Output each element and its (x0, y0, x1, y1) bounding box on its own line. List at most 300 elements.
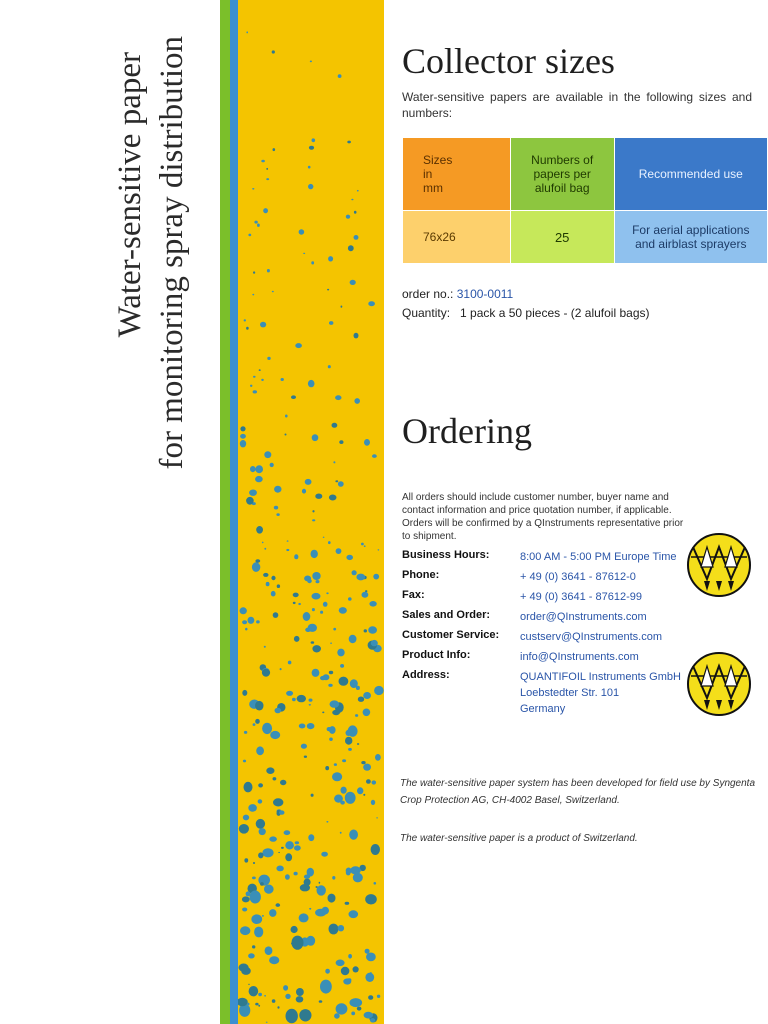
droplet (300, 884, 310, 891)
droplet (304, 875, 310, 879)
droplet (302, 489, 306, 494)
droplet (240, 440, 246, 447)
droplet (262, 669, 270, 677)
droplet (342, 759, 346, 762)
droplet (265, 946, 273, 955)
droplet (328, 365, 331, 368)
droplet (356, 686, 360, 690)
droplet (272, 50, 275, 53)
contact-value[interactable]: + 49 (0) 3641 - 87612-0 (520, 571, 636, 583)
side-title (110, 30, 230, 630)
droplet (244, 731, 247, 734)
droplet (357, 743, 359, 745)
droplet (358, 697, 364, 702)
developer-note: The water-sensitive paper system has been developed for field use by Syngenta Crop Protection AG, CH-4002 Basel, Switzerland. (400, 778, 756, 806)
droplet (361, 761, 365, 764)
droplet (259, 828, 266, 835)
collector-heading: Collector sizes (402, 41, 615, 81)
droplet (239, 824, 249, 834)
droplet (353, 873, 363, 883)
droplet (348, 954, 352, 959)
droplet (356, 574, 365, 581)
header-numbers (510, 138, 614, 211)
droplet (348, 245, 354, 251)
nozzle-logo-icon (687, 652, 751, 716)
droplet (371, 800, 375, 805)
droplet (307, 723, 315, 729)
droplet (260, 882, 264, 886)
droplet (348, 597, 352, 601)
droplet (333, 461, 335, 463)
droplet (274, 486, 281, 493)
cell-count: 25 (510, 211, 614, 264)
droplet (240, 434, 246, 439)
cell-use-line: For aerial applications (632, 223, 750, 237)
droplet (326, 592, 328, 594)
droplet (264, 885, 274, 894)
droplet (378, 549, 380, 550)
droplet (252, 562, 260, 572)
droplet (312, 519, 315, 521)
droplet (366, 779, 371, 784)
droplet (294, 554, 298, 559)
droplet (244, 319, 246, 321)
droplet (349, 635, 357, 643)
droplet (293, 602, 296, 604)
droplet (312, 608, 315, 611)
droplet (248, 234, 251, 237)
droplet (319, 1000, 323, 1003)
contact-email-link[interactable]: custserv@QInstruments.com (520, 631, 662, 643)
droplet (250, 466, 256, 472)
droplet (329, 738, 333, 741)
droplet (276, 903, 281, 907)
droplet (371, 640, 378, 646)
droplet (245, 628, 247, 631)
droplet (294, 845, 301, 850)
droplet (349, 830, 358, 840)
droplet (339, 440, 343, 444)
droplet (308, 166, 311, 169)
droplet (285, 841, 294, 849)
droplet (243, 760, 246, 763)
droplet (264, 451, 271, 458)
droplet (256, 526, 263, 534)
droplet (323, 602, 328, 607)
droplet (340, 832, 342, 834)
contact-label: Product Info: (402, 649, 471, 661)
droplet (328, 684, 332, 687)
droplet (248, 617, 255, 624)
droplet (248, 984, 250, 985)
droplet (258, 783, 263, 787)
droplet (299, 724, 306, 729)
droplet (346, 555, 353, 560)
droplet (286, 549, 289, 551)
droplet (362, 592, 369, 598)
contact-label: Business Hours: (402, 549, 490, 561)
droplet (280, 668, 282, 670)
droplet (294, 872, 298, 876)
droplet (372, 454, 377, 458)
droplet (328, 541, 331, 544)
droplet (264, 548, 266, 550)
droplet (240, 607, 247, 614)
droplet (311, 641, 315, 644)
address-label: Address: (402, 669, 450, 681)
contact-email-link[interactable]: order@QInstruments.com (520, 611, 647, 623)
cell-use (614, 211, 767, 264)
droplet (343, 978, 351, 984)
droplet (312, 645, 321, 652)
droplet (262, 542, 264, 544)
droplet (368, 301, 375, 306)
header-sizes-line: in (423, 167, 433, 181)
droplet (259, 369, 261, 371)
address-line: QUANTIFOIL Instruments GmbH (520, 671, 681, 683)
droplet (354, 211, 357, 214)
droplet (244, 858, 248, 862)
droplet (247, 1003, 249, 1006)
droplet (299, 1009, 311, 1021)
droplet (248, 953, 255, 958)
droplet (298, 603, 301, 605)
order-number: 3100-0011 (456, 287, 514, 301)
droplet (374, 686, 384, 695)
droplet (348, 725, 358, 736)
droplet (350, 280, 356, 285)
droplet (287, 540, 289, 541)
droplet (299, 913, 309, 922)
droplet (328, 894, 336, 903)
droplet (279, 810, 284, 814)
origin-note: The water-sensitive paper is a product of Switzerland. (400, 833, 638, 844)
droplet (253, 390, 257, 393)
droplet (253, 723, 256, 726)
side-title-line-1: Water-sensitive paper (112, 52, 148, 338)
droplet (295, 343, 302, 348)
droplet (246, 31, 248, 33)
droplet (353, 966, 359, 972)
droplet (323, 537, 325, 538)
droplet (335, 480, 338, 482)
droplet (377, 995, 380, 998)
droplet (243, 815, 249, 821)
droplet (352, 570, 357, 575)
droplet (354, 398, 360, 404)
table-header-row (403, 138, 768, 211)
droplet (267, 269, 270, 272)
droplet (269, 956, 279, 964)
droplet (255, 719, 260, 724)
droplet (291, 395, 296, 399)
droplet (277, 1006, 279, 1008)
droplet (288, 661, 292, 665)
ordering-heading: Ordering (402, 411, 532, 451)
droplet (242, 908, 247, 912)
droplet (336, 960, 345, 967)
droplet (258, 1005, 260, 1007)
droplet (250, 891, 261, 904)
droplet (286, 691, 293, 696)
droplet (258, 799, 263, 803)
droplet (256, 819, 265, 829)
droplet (335, 395, 341, 400)
droplet (244, 782, 253, 793)
droplet (312, 434, 319, 441)
droplet (253, 271, 255, 273)
droplet (273, 148, 276, 151)
droplet (319, 882, 321, 884)
droplet (242, 690, 247, 696)
droplet (338, 481, 344, 487)
droplet (325, 969, 330, 974)
droplet (308, 380, 315, 387)
droplet (253, 376, 256, 378)
droplet (336, 1003, 348, 1014)
droplet (308, 624, 317, 632)
droplet (374, 882, 377, 885)
contact-email-link[interactable]: info@QInstruments.com (520, 651, 639, 663)
droplet (263, 208, 268, 213)
droplet (322, 907, 329, 915)
droplet (242, 896, 250, 902)
droplet (262, 915, 264, 917)
droplet (285, 415, 288, 418)
droplet (269, 909, 276, 917)
droplet (311, 794, 314, 797)
droplet (329, 924, 339, 935)
droplet (341, 787, 347, 794)
droplet (264, 646, 266, 648)
droplet (246, 497, 254, 505)
droplet (281, 847, 284, 849)
droplet (326, 821, 328, 823)
droplet (363, 794, 365, 796)
droplet (255, 476, 263, 482)
droplet (254, 927, 263, 938)
header-numbers-line: alufoil bag (534, 181, 590, 195)
droplet (351, 1012, 355, 1016)
contact-value[interactable]: + 49 (0) 3641 - 87612-99 (520, 591, 643, 603)
droplet (338, 74, 342, 78)
droplet (285, 853, 292, 861)
droplet (310, 61, 312, 63)
droplet (364, 1012, 373, 1019)
droplet (371, 844, 380, 855)
collector-intro: Water-sensitive papers are available in the following sizes and numbers: (402, 90, 752, 120)
address-value (520, 669, 680, 717)
header-sizes (403, 138, 511, 211)
droplet (261, 379, 264, 381)
droplet (251, 914, 262, 924)
droplet (338, 925, 344, 931)
droplet (258, 993, 262, 996)
droplet (258, 852, 263, 858)
droplet (333, 628, 336, 631)
droplet (284, 830, 291, 835)
droplet (276, 513, 279, 516)
droplet (341, 967, 350, 975)
droplet (332, 772, 342, 781)
droplet (364, 545, 366, 547)
droplet (354, 235, 359, 240)
droplet (321, 852, 328, 857)
droplet (296, 988, 304, 996)
address-line: Germany (520, 703, 566, 715)
droplet (309, 908, 311, 910)
droplet (305, 479, 312, 485)
droplet (292, 698, 296, 701)
droplet (271, 576, 275, 580)
droplet (272, 291, 274, 293)
droplet (271, 591, 276, 597)
droplet (317, 885, 326, 895)
droplet (322, 712, 324, 714)
header-numbers-line: papers per (533, 167, 591, 181)
droplet (308, 184, 313, 189)
droplet (332, 876, 335, 880)
droplet (346, 870, 351, 875)
droplet (311, 261, 314, 264)
droplet (252, 945, 255, 948)
droplet (309, 704, 311, 706)
header-numbers-line: Numbers of (531, 153, 594, 167)
droplet (341, 306, 343, 308)
droplet (312, 138, 316, 142)
droplet (239, 964, 249, 972)
nozzle-logo-icon (687, 533, 751, 597)
blue-stripe (230, 0, 238, 1024)
droplet (364, 629, 367, 632)
droplet (259, 466, 261, 468)
contact-label: Sales and Order: (402, 609, 491, 621)
droplet (312, 669, 320, 677)
droplet (340, 801, 345, 805)
droplet (320, 676, 326, 680)
droplet (312, 510, 314, 512)
cell-size: 76x26 (403, 211, 511, 264)
droplet (269, 836, 277, 841)
droplet (364, 439, 370, 446)
droplet (309, 146, 314, 150)
droplet (255, 701, 263, 711)
droplet (346, 215, 350, 219)
droplet (253, 862, 255, 864)
green-stripe (220, 0, 230, 1024)
droplet (264, 995, 266, 997)
droplet (277, 584, 280, 588)
droplet (249, 986, 259, 996)
droplet (293, 593, 299, 598)
header-use (614, 138, 767, 211)
droplet (348, 748, 352, 751)
droplet (270, 463, 274, 467)
droplet (261, 160, 265, 163)
droplet (363, 709, 371, 717)
droplet (299, 229, 305, 234)
droplet (303, 253, 305, 254)
ordering-intro: All orders should include customer number, buyer name and contact information and price quotation number, if applicable. Orders will be confirmed by a QInstruments representative prior to shipment. (402, 492, 684, 542)
droplet (285, 434, 287, 436)
droplet (330, 643, 332, 644)
droplet (252, 294, 254, 296)
droplet (347, 141, 351, 144)
droplet (266, 178, 269, 180)
droplet (345, 792, 356, 804)
droplet (273, 612, 279, 618)
droplet (311, 550, 318, 558)
droplet (315, 494, 322, 499)
droplet (285, 874, 290, 880)
droplet (349, 910, 359, 918)
droplet (256, 620, 260, 623)
droplet (266, 582, 270, 586)
contact-label: Fax: (402, 589, 425, 601)
droplet (283, 985, 288, 991)
droplet (320, 980, 332, 994)
droplet (294, 636, 300, 642)
order-info (402, 285, 650, 323)
droplet (297, 695, 306, 702)
droplet (256, 746, 264, 755)
droplet (329, 321, 333, 325)
droplet (254, 221, 257, 224)
droplet (267, 357, 270, 360)
droplet (363, 764, 371, 771)
droplet (295, 841, 299, 844)
droplet (312, 572, 320, 580)
droplet (292, 936, 304, 950)
droplet (301, 744, 307, 749)
droplet (327, 289, 329, 291)
droplet (304, 576, 311, 582)
droplet (304, 756, 307, 758)
droplet (336, 548, 342, 554)
droplet (278, 852, 280, 853)
droplet (366, 953, 376, 962)
droplet (308, 834, 314, 841)
droplet (339, 607, 347, 614)
order-label: order no.: (402, 287, 454, 301)
droplet (316, 580, 320, 583)
droplet (357, 1007, 362, 1011)
droplet (330, 700, 340, 707)
quantity-label: Quantity: (402, 306, 451, 320)
droplet (255, 1003, 258, 1006)
droplet (242, 620, 247, 624)
droplet (368, 995, 373, 1000)
droplet (266, 767, 274, 774)
droplet (355, 714, 358, 717)
droplet (350, 998, 363, 1007)
droplet (280, 780, 286, 785)
droplet (274, 506, 278, 510)
droplet (240, 426, 245, 431)
droplet (263, 573, 268, 577)
droplet (309, 699, 313, 702)
droplet-strip (238, 0, 384, 1024)
droplet (260, 322, 266, 328)
droplet (275, 708, 282, 714)
side-title-line-2: for monitoring spray distribution (154, 36, 190, 470)
droplet (262, 723, 272, 734)
droplet (372, 780, 377, 784)
droplet (361, 543, 364, 546)
droplet (329, 495, 337, 501)
droplet (252, 877, 256, 880)
droplet (266, 168, 268, 170)
